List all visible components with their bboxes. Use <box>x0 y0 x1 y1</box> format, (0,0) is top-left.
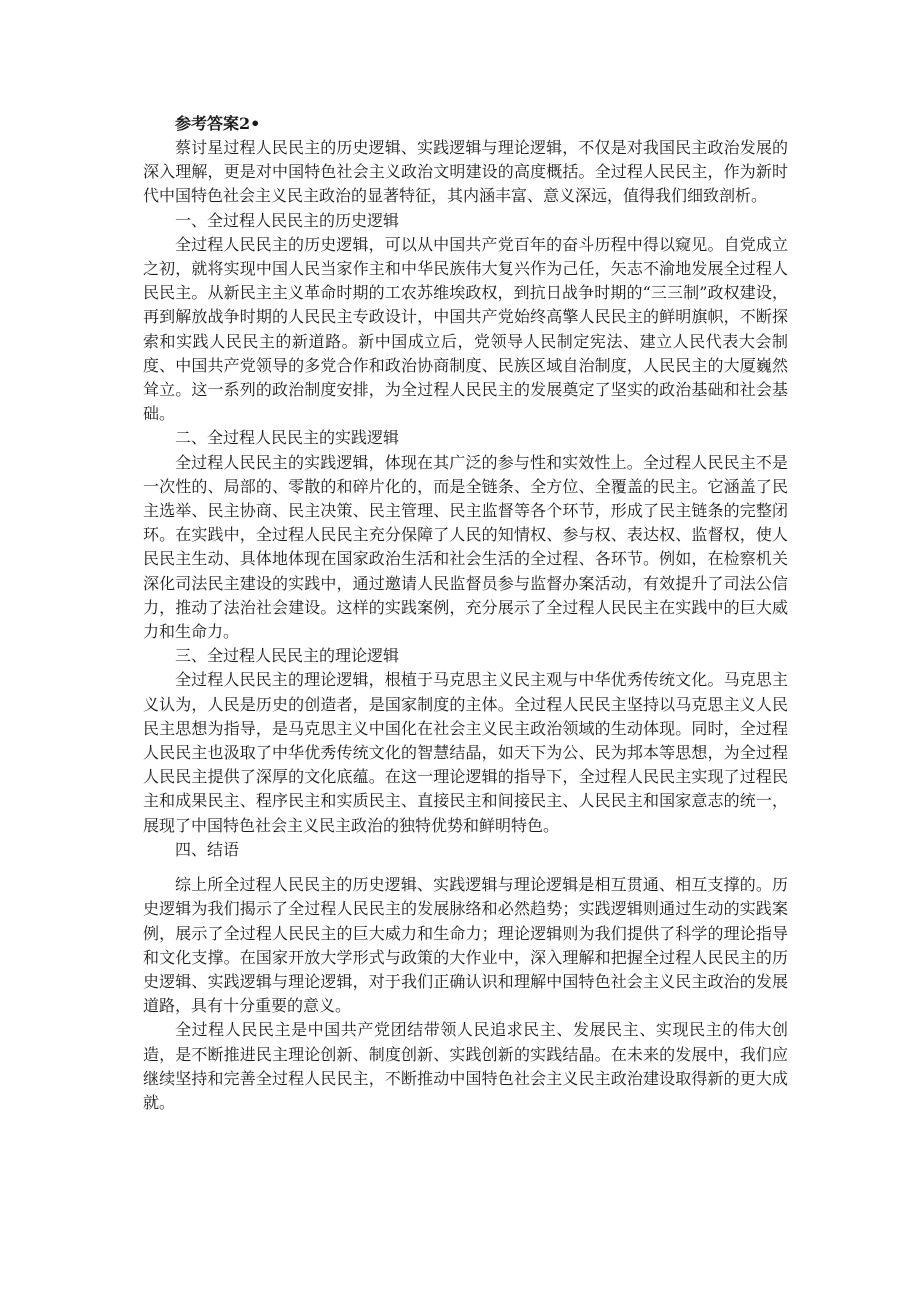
section-1-paragraph: 全过程人民民主的历史逻辑，可以从中国共产党百年的奋斗历程中得以窥见。自党成立之初，就将实现中国人民当家作主和中华民族伟大复兴作为己任，矢志不渝地发展全过程人民民主。从新民主主义革命时期的工农苏维埃政权，到抗日战争时期的“三三制”政权建设，再到解放战争时期的人民民主专政设计，中国共产党始终高擎人民民主的鲜明旗帜，不断探索和实践人民民主的新道路。新中国成立后，党领导人民制定宪法、建立人民代表大会制度、中国共产党领导的多党合作和政治协商制度、民族区域自治制度，人民民主的大厦巍然耸立。这一系列的政治制度安排，为全过程人民民主的发展奠定了坚实的政治基础和社会基础。 <box>143 234 788 424</box>
section-2-heading: 二、全过程人民民主的实践逻辑 <box>175 428 400 448</box>
section-2-paragraph: 全过程人民民主的实践逻辑，体现在其广泛的参与性和实效性上。全过程人民民主不是一次性的、局部的、零散的和碎片化的，而是全链条、全方位、全覆盖的民主。它涵盖了民主选举、民主协商、民主决策、民主管理、民主监督等各个环节，形成了民主链条的完整闭环。在实践中，全过程人民民主充分保障了人民的知情权、参与权、表达权、监督权，使人民民主生动、具体地体现在国家政治生活和社会生活的全过程、各环节。例如，在检察机关深化司法民主建设的实践中，通过邀请人民监督员参与监督办案活动，有效提升了司法公信力，推动了法治社会建设。这样的实践案例，充分展示了全过程人民民主在实践中的巨大威力和生命力。 <box>143 452 788 642</box>
conclusion-paragraph-1: 综上所全过程人民民主的历史逻辑、实践逻辑与理论逻辑是相互贯通、相互支撑的。历史逻辑为我们揭示了全过程人民民主的发展脉络和必然趋势；实践逻辑则通过生动的实践案例，展示了全过程人民民主的巨大威力和生命力；理论逻辑则为我们提供了科学的理论指导和文化支撑。在国家开放大学形式与政策的大作业中，深入理解和把握全过程人民民主的历史逻辑、实践逻辑与理论逻辑，对于我们正确认识和理解中国特色社会主义民主政治的发展道路，具有十分重要的意义。 <box>143 875 788 1016</box>
intro-paragraph: 蔡讨星过程人民民主的历史逻辑、实践逻辑与理论逻辑，不仅是对我国民主政治发展的深入理解，更是对中国特色社会主义政治文明建设的高度概括。全过程人民民主，作为新时代中国特色社会主义民主政治的显著特征，其内涵丰富、意义深远，值得我们细致剖析。 <box>143 138 788 206</box>
section-4-heading: 四、结语 <box>175 839 240 859</box>
conclusion-paragraph-2: 全过程人民民主是中国共产党团结带领人民追求民主、发展民主、实现民主的伟大创造，是不断推进民主理论创新、制度创新、实践创新的实践结晶。在未来的发展中，我们应继续坚持和完善全过程人民民主，不断推动中国特色社会主义民主政治建设取得新的更大成就。 <box>143 1020 788 1112</box>
section-gap <box>143 862 788 873</box>
section-3-paragraph: 全过程人民民主的理论逻辑，根植于马克思主义民主观与中华优秀传统文化。马克思主义认为，人民是历史的创造者，是国家制度的主体。全过程人民民主坚持以马克思主义人民民主思想为指导，是马克思主义中国化在社会主义民主政治领域的生动体现。同时，全过程人民民主也汲取了中华优秀传统文化的智慧结晶，如天下为公、民为邦本等思想，为全过程人民民主提供了深厚的文化底蕴。在这一理论逻辑的指导下，全过程人民民主实现了过程民主和成果民主、程序民主和实质民主、直接民主和间接民主、人民民主和国家意志的统一，展现了中国特色社会主义民主政治的独特优势和鲜明特色。 <box>143 670 788 835</box>
document-body <box>143 112 788 1115</box>
section-3-heading: 三、全过程人民民主的理论逻辑 <box>175 646 400 666</box>
section-1-heading: 一、全过程人民民主的历史逻辑 <box>175 210 400 230</box>
answer-label: 参考答案2• <box>175 114 261 133</box>
